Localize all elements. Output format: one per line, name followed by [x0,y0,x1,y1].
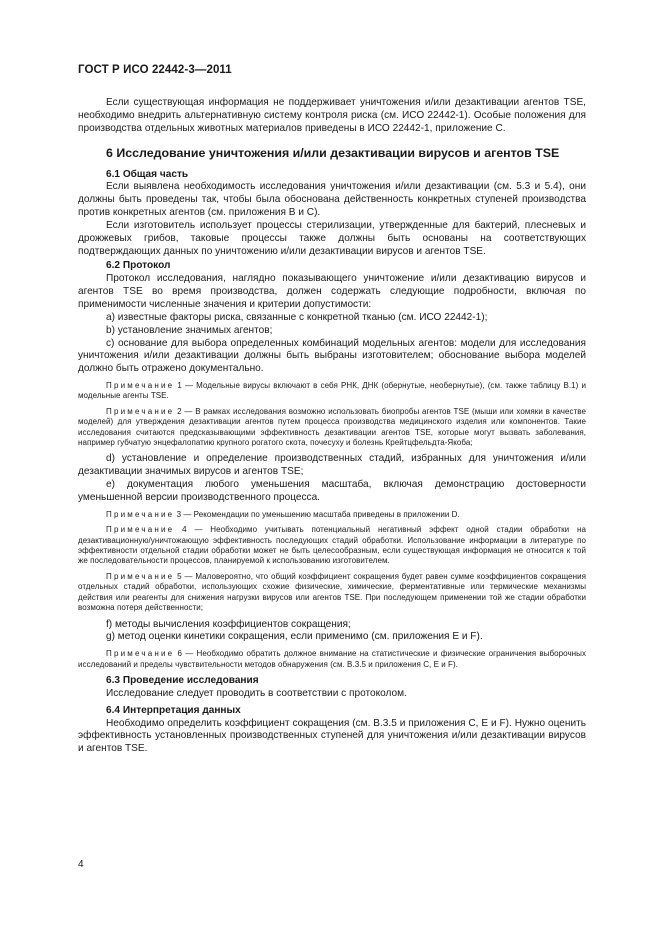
note-text: 1 — Модельные вирусы включают в себя РНК, ДНК (обернутые, необернутые), (см. также таблицу В.1) и модельные агенты TSE. [78,381,586,401]
note-label: Примечание [106,649,175,659]
note-2 [78,407,586,449]
list-item-c: c) основание для выбора определенных комбинаций модельных агентов: модели для исследования уничтожения и/или дезактивации должны быть выбраны изготовителем; обоснование выбора моделей должно быть отражено документально. [78,337,586,375]
note-label: Примечание [106,381,175,391]
note-label: Примечание [106,571,175,581]
section-6-1-heading: 6.1 Общая часть [106,168,189,180]
standard-header: ГОСТ Р ИСО 22442-3—2011 [78,64,232,76]
note-text: 5 — Маловероятно, что общий коэффициент сокращения будет равен сумме коэффициентов сокращения отдельных стадий обработки, использующих схожие физические, химические, ферментативные или термические механизмы действия или реагенты для снижения нагрузки вирусов или агентов TSE. При последующем применении той же стадии обработки возможна потеря действенности; [78,571,586,613]
section-6-2-heading: 6.2 Протокол [106,260,171,272]
note-text: 4 — Необходимо учитывать потенциальный негативный эффект одной стадии обработки на дезактивационную/уничтожающую эффективность последующих стадий обработки. Использование информации в литературе по эффективности отдельной стадии обработки может не быть целесообразным, если существующая информация не относится к той же последовательности процессов, планируемой к использованию изготовителем. [78,525,586,566]
list-item-f: f) методы вычисления коэффициентов сокращения; [106,618,351,630]
note-3 [78,510,586,520]
list-item-b: b) установление значимых агентов; [106,324,273,336]
page-number: 4 [78,859,84,870]
note-label: Примечание [106,509,175,519]
section-6-1-paragraph-1: Если выявлена необходимость исследования уничтожения и/или дезактивации (см. 5.3 и 5.4), они должны быть проведены так, чтобы была обоснована действенность конкретных ступеней производства против конкретных агентов (см. приложения В и С). [78,181,586,219]
section-6-4-paragraph: Необходимо определить коэффициент сокращения (см. В.3.5 и приложения С, Е и F). Нужно оценить эффективность установленных производственных ступеней для уничтожения и/или дезактивации вирусов и агентов TSE. [78,717,586,755]
section-6-heading: 6 Исследование уничтожения и/или дезактивации вирусов и агентов TSE [106,145,560,160]
note-label: Примечание [106,406,175,416]
note-5 [78,572,586,614]
section-6-1-paragraph-2: Если изготовитель использует процессы стерилизации, утвержденные для бактерий, плесневых и дрожжевых грибов, таковые процессы также должны быть основаны на соответствующих подтверждающих данных по уничтожению и/или дезактивации вирусов и агентов TSE. [78,219,586,257]
note-text: 2 — В рамках исследования возможно использовать биопробы агентов TSE (мыши или хомяки в качестве моделей) для утверждения дезактивации агентов путем процесса производства медицинского изделия или компонентов. Такие исследования считаются предсказывающими эффективность дезактивации агентов TSE, которые могут вызвать заболевания, например губчатую энцефалопатию крупного рогатого скота, почесуху и болезнь Крейтцфельдта-Якоба; [78,406,586,448]
list-item-g: g) метод оценки кинетики сокращения, если применимо (см. приложения Е и F). [106,631,483,643]
note-6 [78,649,586,670]
note-text: 3 — Рекомендации по уменьшению масштаба приведены в приложении D. [174,509,460,519]
note-label: Примечание [106,525,175,535]
note-text: 6 — Необходимо обратить должное внимание на статистические и физические ограничения выборочных исследований и пределы чувствительности методов обнаружения (см. В.3.5 и приложения С, Е и F). [78,649,586,669]
note-4 [78,525,586,567]
list-item-a: a) известные факторы риска, связанные с конкретной тканью (см. ИСО 22442-1); [106,311,488,323]
list-item-d: d) установление и определение производственных стадий, избранных для уничтожения и/или дезактивации значимых вирусов и агентов TSE; [78,453,586,478]
section-6-3-heading: 6.3 Проведение исследования [106,675,259,686]
section-6-2-paragraph-1: Протокол исследования, наглядно показывающего уничтожение и/или дезактивацию вирусов и агентов TSE во время производства, должен содержать следующие подробности, включая по применимости численные значения и критерии допустимости: [78,273,586,310]
list-item-e: e) документация любого уменьшения масштаба, включая демонстрацию достоверности уменьшенной версии производственного процесса. [78,479,586,503]
section-6-4-heading: 6.4 Интерпретация данных [106,704,241,716]
intro-paragraph: Если существующая информация не поддерживает уничтожения и/или дезактивации агентов TSE, необходимо внедрить альтернативную систему контроля риска (см. ИСО 22442-1). Особые положения для производства отдельных животных материалов приведены в ИСО 22442-1, приложение С. [78,97,586,134]
note-1 [78,381,586,402]
section-6-3-paragraph: Исследование следует проводить в соответствии с протоколом. [106,687,407,699]
page-content [78,97,586,756]
